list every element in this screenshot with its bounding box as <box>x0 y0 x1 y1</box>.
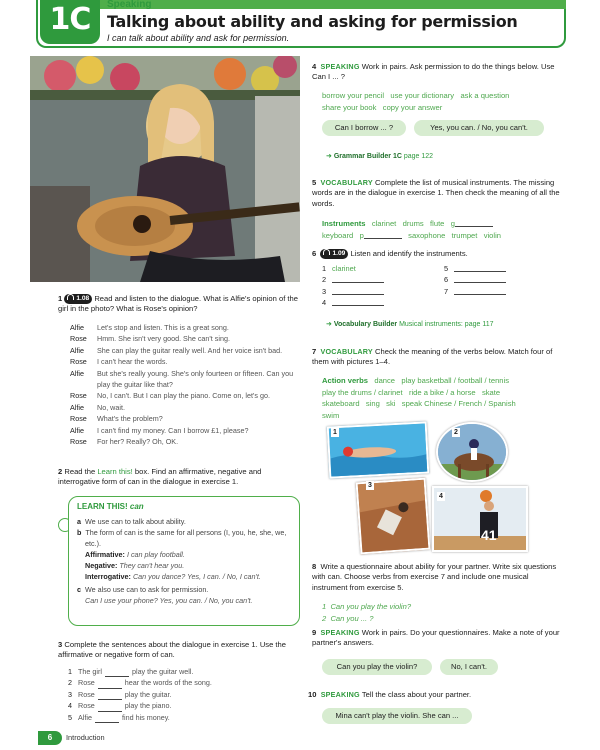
exercise-number: 5 <box>312 178 317 187</box>
learn-this-box <box>68 496 300 626</box>
exercise-text-cont: box. Find an affirmative, negative and interrogative form of can in the dialogue in exercise 1. <box>58 467 262 487</box>
gap-fill-item <box>68 666 298 677</box>
instruments-heading: Instruments <box>322 219 366 228</box>
headphones-icon <box>67 294 74 300</box>
dialogue-text: I can't hear the words. <box>97 357 168 367</box>
gap-fill-item <box>68 689 298 700</box>
permission-phrases <box>322 90 572 113</box>
exercise-8-instructions <box>312 562 562 593</box>
dialogue-speaker: Rose <box>70 414 87 424</box>
exercise-text: Tell the class about your partner. <box>361 690 472 699</box>
item-number: 3 <box>322 286 327 296</box>
dialogue-text: Let's stop and listen. This is a great song. <box>97 323 229 332</box>
dialogue-text: What's the problem? <box>97 414 163 424</box>
dialogue-text: For her? Really? Oh, OK. <box>97 437 179 447</box>
identify-list-left <box>322 263 432 308</box>
exercise-number: 3 <box>58 640 63 649</box>
exercise-3-instructions <box>58 640 300 661</box>
blank-line[interactable] <box>332 282 384 283</box>
jersey-number: 41 <box>481 527 497 543</box>
item-subject: Rose <box>78 701 95 711</box>
exercise-10-instructions <box>308 690 558 700</box>
blank-line[interactable] <box>454 294 506 295</box>
exercise-5-instructions <box>312 178 562 209</box>
dialogue-line <box>70 402 302 413</box>
picture-2-horse-riding <box>436 422 508 482</box>
exercise-text: Check the meaning of the verbs below. Match four of them with pictures 1–4. <box>312 347 553 367</box>
item-rest: hear the words of the song. <box>124 678 212 688</box>
item-number: 1 <box>322 264 327 273</box>
exercise-tag: VOCABULARY <box>320 347 373 356</box>
dialogue-speaker: Rose <box>70 391 87 401</box>
identify-list-right <box>444 263 554 297</box>
dialogue-speaker: Rose <box>70 437 87 447</box>
blank-line[interactable] <box>332 305 384 306</box>
blank-line[interactable] <box>95 712 119 723</box>
unit-badge: 1C <box>40 0 100 44</box>
learn-interrogative: Interrogative: Can you dance? Yes, I can. / No, I can't. <box>85 571 261 581</box>
item-number: 4 <box>322 297 327 307</box>
speech-bubble-answer: Yes, you can. / No, you can't. <box>414 120 544 136</box>
blank-line[interactable] <box>98 677 122 688</box>
speech-bubble-question: Can I borrow ... ? <box>322 120 406 136</box>
blank-line[interactable] <box>332 294 384 295</box>
learn-this-title: LEARN THIS! can <box>77 502 144 511</box>
item-number: 5 <box>68 712 72 722</box>
blank-line[interactable] <box>364 238 402 239</box>
identify-item <box>322 274 432 285</box>
dialogue-speaker: Alfie <box>70 368 84 378</box>
headphones-icon <box>323 249 330 255</box>
speech-bubble-question: Can you play the violin? <box>322 659 432 675</box>
exercise-tag: VOCABULARY <box>320 178 373 187</box>
exercise-tag: SPEAKING <box>320 62 360 71</box>
exercise-number: 9 <box>312 628 317 637</box>
exercise-9-instructions <box>312 628 562 649</box>
exercise-number: 1 <box>58 294 63 303</box>
item-number: 3 <box>68 689 72 699</box>
dialogue-speaker: Alfie <box>70 425 84 435</box>
item-number: 7 <box>444 286 449 296</box>
dialogue-speaker: Alfie <box>70 323 84 332</box>
picture-label: 1 <box>333 429 337 436</box>
dialogue-line <box>70 356 302 367</box>
exercise-4-instructions <box>312 62 562 83</box>
learn-this-reference: Learn this! <box>97 467 133 476</box>
gap-fill-list <box>68 666 298 723</box>
lesson-title: Talking about ability and asking for permission <box>107 12 518 31</box>
item-rest: play the piano. <box>124 701 172 711</box>
dialogue-text: I can't find my money. Can I borrow £1, please? <box>97 425 249 435</box>
picture-label: 2 <box>454 429 458 436</box>
arrow-icon: ➜ <box>326 321 332 328</box>
dialogue <box>70 322 302 447</box>
exercise-number: 10 <box>308 690 317 699</box>
identify-item <box>322 286 432 297</box>
dialogue-line <box>70 345 302 356</box>
dialogue-line <box>70 425 302 436</box>
dialogue-line <box>70 368 302 391</box>
blank-line[interactable] <box>98 700 122 711</box>
dialogue-line <box>70 333 302 344</box>
blank-line[interactable] <box>98 689 122 700</box>
dialogue-speaker: Alfie <box>70 345 84 355</box>
exercise-number: 7 <box>312 347 317 356</box>
exercise-text: Complete the sentences about the dialogue in exercise 1. Use the affirmative or negative form of can. <box>58 640 286 660</box>
audio-track-badge[interactable]: 1.09 <box>320 249 348 259</box>
header-strip <box>100 0 566 9</box>
item-number: 6 <box>444 275 449 285</box>
dialogue-speaker: Rose <box>70 334 87 344</box>
speech-bubble-answer: No, I can't. <box>440 659 498 675</box>
action-verbs-heading: Action verbs <box>322 376 368 385</box>
section-kicker: Speaking <box>107 0 152 10</box>
dialogue-text: But she's really young. She's only fourteen or fifteen. Can you play the guitar like that? <box>97 368 294 390</box>
identify-item <box>444 286 554 297</box>
item-number: 5 <box>444 264 449 273</box>
item-subject: The girl <box>78 667 102 676</box>
dialogue-text: No, I can't. But I can play the piano. Come on, let's go. <box>97 391 270 401</box>
item-number: 4 <box>68 701 72 711</box>
learn-rule-c-example: Can I use your phone? Yes, you can. / No, you can't. <box>85 595 253 605</box>
dialogue-speaker: Rose <box>70 357 87 367</box>
exercise-1-instructions <box>58 294 300 315</box>
exercise-number: 6 <box>312 249 317 258</box>
dialogue-line <box>70 322 302 333</box>
audio-track-badge[interactable]: 1.08 <box>64 294 92 304</box>
learn-affirmative: Affirmative: I can play football. <box>85 549 185 559</box>
item-subject: Rose <box>78 689 95 699</box>
phrase-line: share your book copy your answer <box>322 102 443 112</box>
dialogue-line <box>70 390 302 401</box>
item-rest: play the guitar well. <box>131 667 194 676</box>
dialogue-text: Hmm. She isn't very good. She can't sing. <box>97 334 230 344</box>
gap-fill-item <box>68 677 298 688</box>
exercise-number: 8 <box>312 562 317 571</box>
action-verbs-list: Action verbs dance play basketball / football / tennis play the drums / clarinet ride a bike / a horse skate skateboard sing ski speak Chinese / French / Spanish swim <box>322 376 516 420</box>
item-subject: Rose <box>78 678 95 688</box>
exercise-text: Complete the list of musical instruments. The missing words are in the dialogue in exercise 1. Then check the meaning of all the words. <box>312 178 560 208</box>
blank-line[interactable] <box>454 282 506 283</box>
exercise-text: Listen and identify the instruments. <box>350 249 468 258</box>
dialogue-text: No, wait. <box>97 402 125 412</box>
exercise-text: Write a questionnaire about ability for your partner. Write six questions with can. Choose verbs from exercise 7 and include one musical instrument from exercise 5. <box>312 562 557 592</box>
exercise-number: 2 <box>58 467 63 476</box>
example-questions: 1 Can you play the violin? 2 Can you ... ? <box>322 602 412 623</box>
identify-item <box>444 263 554 274</box>
learn-rule-b: b The form of can is the same for all persons (I, you, he, she, we, etc.). <box>77 527 287 548</box>
picture-1-swimming <box>327 421 430 478</box>
picture-4-basketball <box>432 486 528 552</box>
blank-line[interactable] <box>455 226 493 227</box>
grammar-builder-link[interactable]: ➜ Grammar Builder 1C page 122 <box>326 153 434 160</box>
blank-line[interactable] <box>454 271 506 272</box>
exercise-2-instructions <box>58 467 300 488</box>
vocabulary-builder-link[interactable]: ➜ Vocabulary Builder Musical instruments: page 117 <box>326 321 494 328</box>
item-subject: Alfie <box>78 712 92 722</box>
identify-item <box>322 297 432 308</box>
gap-fill-item <box>68 700 298 711</box>
exercise-text: Read and listen to the dialogue. What is Alfie's opinion of the girl in the photo? What is Rose's opinion? <box>58 294 298 314</box>
arrow-icon: ➜ <box>326 153 332 160</box>
learn-rule-c: c We also use can to ask for permission. <box>77 584 209 594</box>
item-answer: clarinet <box>332 264 356 273</box>
exercise-6-instructions <box>312 249 562 259</box>
exercise-text: Work in pairs. Ask permission to do the things below. Use Can I ... ? <box>312 62 555 82</box>
exercise-7-instructions <box>312 347 562 368</box>
item-rest: play the guitar. <box>124 689 172 699</box>
speech-bubble-example: Mina can't play the violin. She can ... <box>322 708 472 724</box>
exercise-tag: SPEAKING <box>320 628 360 637</box>
item-number: 2 <box>68 678 72 688</box>
exercise-number: 4 <box>312 62 317 71</box>
learn-rule-a: a We use can to talk about ability. <box>77 516 186 526</box>
page-section-label: Introduction <box>66 733 105 742</box>
page-number: 6 <box>38 731 62 745</box>
exercise-text: Work in pairs. Do your questionnaires. Make a note of your partner's answers. <box>312 628 560 648</box>
item-number: 1 <box>68 667 72 676</box>
gap-fill-item <box>68 712 298 723</box>
picture-label: 4 <box>439 493 443 500</box>
dialogue-text: She can play the guitar really well. And her voice isn't bad. <box>97 345 283 355</box>
dialogue-line <box>70 413 302 424</box>
phrase-line: borrow your pencil use your dictionary ask a question <box>322 91 510 100</box>
exercise-tag: SPEAKING <box>320 690 360 699</box>
learn-negative: Negative: They can't hear you. <box>85 560 185 570</box>
exercise-text: Read the <box>64 467 96 476</box>
instruments-list: Instruments clarinet drums flute g keyboard p saxophone trumpet violin <box>322 219 502 240</box>
blank-line[interactable] <box>105 666 129 677</box>
item-rest: find his money. <box>121 712 170 722</box>
identify-item <box>444 274 554 285</box>
photo-girl-guitar <box>30 56 300 282</box>
dialogue-speaker: Alfie <box>70 402 84 412</box>
identify-item <box>322 263 432 274</box>
dialogue-line <box>70 436 302 447</box>
picture-label: 3 <box>368 482 372 489</box>
lesson-subtitle: I can talk about ability and ask for permission. <box>107 33 290 43</box>
item-number: 2 <box>322 275 327 285</box>
